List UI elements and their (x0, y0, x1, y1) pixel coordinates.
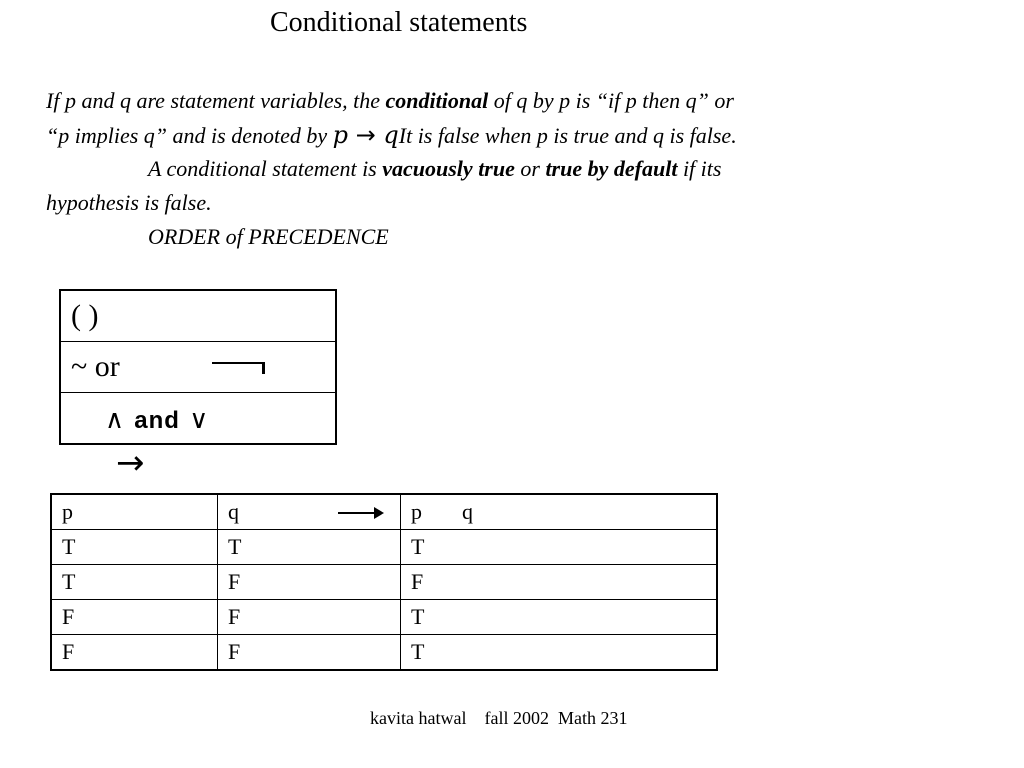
vacuous-text-b: or (514, 156, 546, 181)
vacuous-line-1 (148, 152, 721, 186)
header-p-implies-q (401, 494, 718, 530)
cell-p: T (51, 530, 218, 565)
cell-p: T (51, 565, 218, 600)
header-arrow-icon (338, 512, 382, 514)
header-p2-label: p (411, 499, 422, 524)
cell-result: F (401, 565, 718, 600)
cell-p: F (51, 600, 218, 635)
header-q (218, 494, 401, 530)
cell-p: F (51, 635, 218, 671)
precedence-table (59, 289, 337, 445)
truth-table (50, 493, 718, 671)
header-p: p (51, 494, 218, 530)
cell-result: T (401, 635, 718, 671)
definition-text-2b: It is false when p is true and q is false. (398, 123, 737, 148)
definition-line-1 (46, 84, 734, 118)
definition-text-2a: “p implies q” and is denoted by (46, 123, 333, 148)
precedence-row-parentheses (61, 291, 335, 342)
table-row (51, 530, 717, 565)
precedence-heading: ORDER of PRECEDENCE (148, 224, 389, 249)
true-by-default-term: true by default (545, 156, 678, 181)
precedence-row-and-or (61, 393, 335, 443)
cell-q: T (218, 530, 401, 565)
negation-symbol-icon (212, 362, 265, 374)
implies-arrow-icon: → (355, 121, 376, 149)
header-q-label: q (228, 499, 239, 524)
definition-text-1a: If p and q are statement variables, the (46, 88, 386, 113)
precedence-row-negation (61, 342, 335, 393)
and-or-label (105, 403, 209, 438)
implication-notation (333, 121, 399, 149)
table-row (51, 635, 717, 671)
cell-result: T (401, 600, 718, 635)
slide-title: Conditional statements (270, 7, 528, 38)
cell-q: F (218, 600, 401, 635)
cell-q: F (218, 635, 401, 671)
conditional-term: conditional (385, 88, 489, 113)
truth-table-header (51, 494, 717, 530)
negation-label: ~ or (71, 350, 120, 383)
and-word: and (134, 407, 180, 434)
cell-q: F (218, 565, 401, 600)
notation-p: p (332, 121, 348, 149)
cell-result: T (401, 530, 718, 565)
vee-icon: ∨ (189, 405, 210, 435)
table-row (51, 565, 717, 600)
vacuously-true-term: vacuously true (382, 156, 515, 181)
precedence-implies-arrow-icon: → (116, 443, 145, 483)
header-q2-label: q (462, 499, 473, 524)
parentheses-label: ( ) (71, 299, 99, 332)
vacuous-text-c: if its (677, 156, 722, 181)
definition-line-2 (46, 118, 737, 153)
notation-q: q (383, 121, 399, 149)
definition-text-1b: of q by p is “if p then q” or (488, 88, 734, 113)
vacuous-line-2: hypothesis is false. (46, 190, 212, 215)
footer-credit: kavita hatwal fall 2002 Math 231 (370, 708, 628, 728)
wedge-icon: ∧ (105, 405, 126, 435)
table-row (51, 600, 717, 635)
vacuous-text-a: A conditional statement is (148, 156, 383, 181)
